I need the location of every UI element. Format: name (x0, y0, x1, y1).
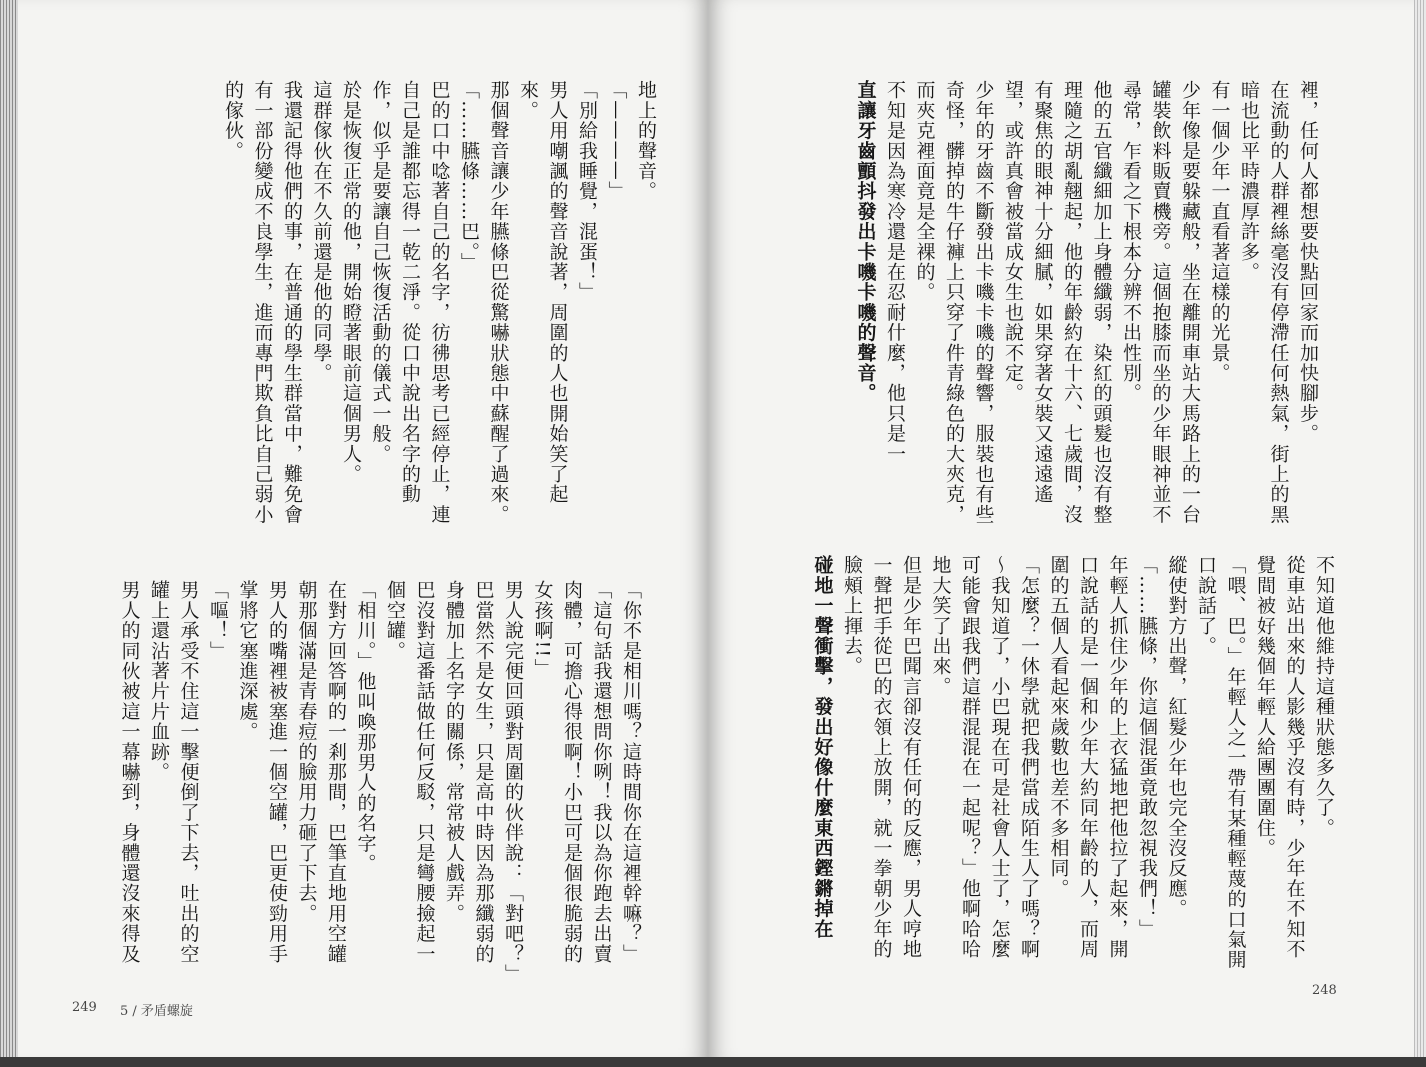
bottom-shadow (0, 1057, 1426, 1067)
paragraph: 「……臙條……巴。」 (458, 80, 480, 273)
paragraph: 有一個少年一直看著這樣的光景。 (1208, 80, 1231, 383)
paragraph: 「相川。」他叫喚那男人的名字。 (354, 580, 377, 874)
paragraph: 裡，任何人都想要快點回家而加快腳步。 (1297, 80, 1319, 444)
paragraph: 他的五官纖細加上身體纖弱，染紅的頭髮也沒有整理隨之胡亂翹起，他的年齡約在十六、七歲間，沒有聚焦的眼神十分細膩，如果穿著女裝又遠遠遙望，或許真會被當成女生也說不定。 (1002, 80, 1113, 525)
paragraph: 於是恢復正常的他，開始瞪著眼前這個男人。 (340, 80, 362, 484)
paragraph: 男人用嘲諷的聲音說著，周圍的人也開始笑了起來。 (517, 80, 569, 505)
page-number-right: 248 (1312, 983, 1337, 998)
paragraph: 但是少年巴聞言卻沒有任何的反應，男人哼地一聲把手從巴的衣領上放開，就一拳朝少年的臉頰上揮去。 (841, 555, 922, 959)
paragraph: 「怎麼？一休學就把我們當成陌生人了嗎？啊～我知道了，小巴現在可是社會人士了，怎麼可能會跟我們這群混混在一起呢？」他啊哈哈地大笑了出來。 (929, 555, 1040, 959)
paragraph: 「這句話我還想問你咧！我以為你跑去出賣肉體，可擔心得很啊！小巴可是個很脆弱的女孩啊!!」 (531, 580, 613, 964)
paragraph: 少年像是要躲藏般，坐在離開車站大馬路上的一台罐裝飲料販賣機旁。這個抱膝而坐的少年眼神並不尋常，乍看之下根本分辨不出性別。 (1120, 80, 1201, 525)
left-page-top-text (75, 80, 660, 540)
left-page-bottom-text (75, 580, 645, 984)
paragraph: 「……臙條，你這個混蛋竟敢忽視我們！」 (1136, 555, 1158, 939)
paragraph: 在對方回答啊的一剎那間，巴筆直地用空罐朝那個滿是青春痘的臉用力砸了下去。 (295, 580, 347, 964)
bold-paragraph: 直讓牙齒顫抖發出卡嘰卡嘰的聲音。 (854, 80, 877, 404)
right-page-top-text (720, 80, 1322, 530)
paragraph: 男人的同伙被這一幕嚇到，身體還沒來得及 (118, 580, 141, 964)
page-number-left: 249 (72, 1000, 97, 1015)
paragraph: 「你不是相川嗎？這時間你在這裡幹嘛？」 (620, 580, 642, 964)
right-page-bottom-text (760, 555, 1338, 970)
paragraph: 男人承受不住這一擊便倒了下去，吐出的空罐上還沾著片片血跡。 (148, 580, 200, 964)
paragraph: 男人說完便回頭對周圍的伙伴說：「對吧？」 (502, 580, 524, 984)
page-edges-left (0, 0, 18, 1067)
paragraph: 縱使對方出聲，紅髮少年也完全沒反應。 (1165, 555, 1188, 919)
paragraph: 巴沒對這番話做任何反駁，只是彎腰撿起一個空罐。 (384, 580, 436, 964)
paragraph: 少年的牙齒不斷發出卡嘰卡嘰的聲響，服裝也有些奇怪，髒掉的牛仔褲上只穿了件青綠色的大夾克，而夾克裡面竟是全裸的。 (913, 80, 995, 525)
paragraph: 不知是因為寒冷還是在忍耐什麼，他只是一 (884, 80, 906, 464)
paragraph: 「————」 (605, 80, 628, 202)
bold-paragraph: 碰地一聲衝擊，發出好像什麼東西鏗鏘掉在 (811, 555, 834, 939)
paragraph: 「嘔！」 (207, 580, 229, 661)
running-head: 5 / 矛盾螺旋 (120, 1004, 193, 1019)
paragraph: 年輕人抓住少年的上衣猛地把他拉了起來，開口說話的是一個和少年大約同年齡的人，而周圍的五個人看起來歲數也差不多相同。 (1047, 555, 1129, 959)
paragraph: 不知道他維持這種狀態多久了。 (1313, 555, 1335, 838)
paragraph: 「別給我睡覺，混蛋！」 (576, 80, 598, 303)
paragraph: 從車站出來的人影幾乎沒有時，少年在不知不覺間被好幾個年輕人給團團圍住。 (1254, 555, 1306, 959)
paragraph: 那個聲音讓少年臙條巴從驚嚇狀態中蘇醒了過來。 (487, 80, 510, 525)
paragraph: 地上的聲音。 (635, 80, 657, 202)
paragraph: 「喂、巴。」年輕人之一帶有某種輕蔑的口氣開口說話了。 (1195, 555, 1247, 970)
paragraph: 這群傢伙在不久前還是他的同學。 (310, 80, 333, 383)
paragraph: 巴的口中唸著自己的名字，彷彿思考已經停止，連自己是誰都忘得一乾二淨。從口中說出名字的動作，似乎是要讓自己恢復活動的儀式一般。 (369, 80, 451, 525)
paragraph: 男人的嘴裡被塞進一個空罐，巴更使勁用手掌將它塞進深處。 (236, 580, 288, 964)
page-edges-right (1414, 0, 1426, 1067)
paragraph: 在流動的人群裡絲毫沒有停滯任何熱氣，街上的黑暗也比平時濃厚許多。 (1238, 80, 1290, 525)
paragraph: 我還記得他們的事，在普通的學生群當中，難免會有一部份變成不良學生，進而專門欺負比自己弱小的傢伙。 (222, 80, 303, 525)
paragraph: 巴當然不是女生，只是高中時因為那纖弱的身體加上名字的關係，常常被人戲弄。 (443, 580, 495, 964)
